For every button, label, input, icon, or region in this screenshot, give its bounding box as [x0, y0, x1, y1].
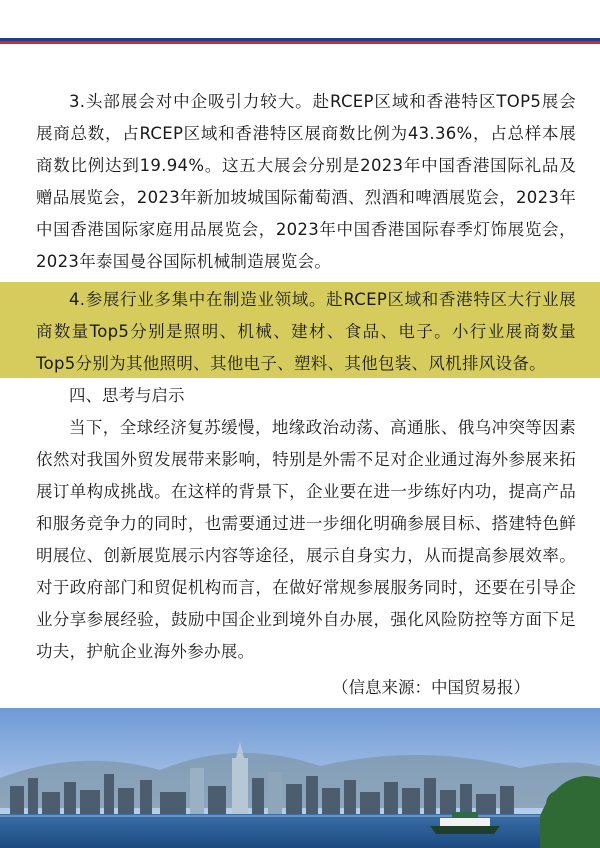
header-rule-red	[0, 41, 600, 44]
paragraph-industries: 4.参展行业多集中在制造业领域。赴RCEP区域和香港特区大行业展商数量Top5分别是照明、机械、建材、食品、电子。小行业展商数量Top5分别为其他照明、其他电子、塑料、其他包装、风机排风设备。	[36, 290, 576, 373]
header-rule	[0, 38, 600, 44]
paragraph-top-exhibitions: 3.头部展会对中企吸引力较大。赴RCEP区域和香港特区TOP5展会展商总数，占RCEP区域和香港特区展商数比例为43.36%，占总样本展商数比例达到19.94%。这五大展会分别是2023年中国香港国际礼品及赠品展览会，2023年新加坡城国际葡萄酒、烈酒和啤酒展览会，2023年中国香港国际家庭用品展览会，2023年中国香港国际春季灯饰展览会，2023年泰国曼谷国际机械制造展览会。	[36, 92, 576, 271]
hong-kong-skyline-photo	[0, 708, 600, 848]
section-heading: 四、思考与启示	[69, 386, 185, 405]
source-note: （信息来源：中国贸易报）	[332, 678, 530, 697]
paragraph-reflection: 当下，全球经济复苏缓慢，地缘政治动荡、高通胀、俄乌冲突等因素依然对我国外贸发展带来影响，特别是外需不足对企业通过海外参展来拓展订单构成挑战。在这样的背景下，企业要在进一步练好内功，提高产品和服务竞争力的同时，也需要通过进一步细化明确参展目标、搭建特色鲜明展位、创新展览展示内容等途径，展示自身实力，从而提高参展效率。对于政府部门和贸促机构而言，在做好常规参展服务同时，还要在引导企业分享参展经验，鼓励中国企业到境外自办展，强化风险防控等方面下足功夫，护航企业海外参办展。	[36, 418, 576, 661]
